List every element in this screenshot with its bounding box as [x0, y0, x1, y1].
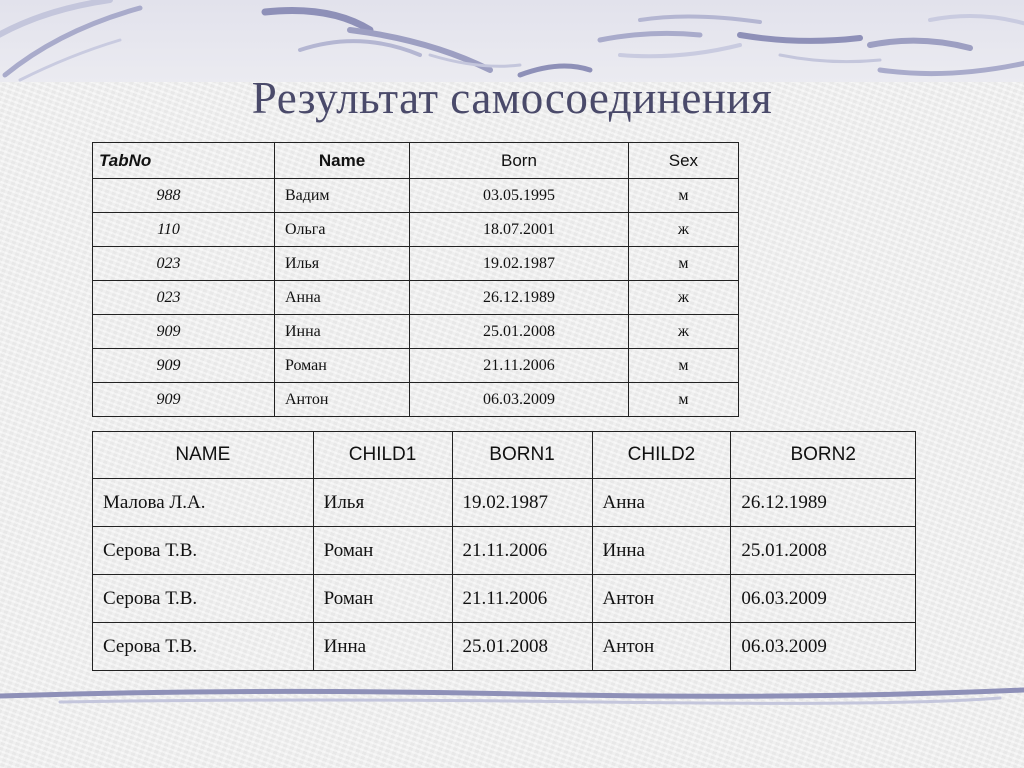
cell-tabno: 110 — [93, 213, 275, 247]
cell-tabno: 023 — [93, 247, 275, 281]
cell-name: Инна — [274, 315, 409, 349]
cell-sex: м — [628, 247, 738, 281]
cell-child2: Анна — [592, 479, 731, 527]
cell-born2: 25.01.2008 — [731, 527, 916, 575]
table-row — [93, 315, 739, 349]
cell-born1: 21.11.2006 — [452, 527, 592, 575]
cell-child1: Роман — [313, 575, 452, 623]
column-header-tabno: TabNo — [93, 143, 275, 179]
cell-born: 06.03.2009 — [410, 383, 629, 417]
cell-child1: Илья — [313, 479, 452, 527]
cell-born2: 06.03.2009 — [731, 623, 916, 671]
cell-tabno: 909 — [93, 349, 275, 383]
self-join-result-table — [92, 431, 916, 671]
cell-born2: 06.03.2009 — [731, 575, 916, 623]
table-row — [93, 383, 739, 417]
table-row — [93, 281, 739, 315]
table-row — [93, 479, 916, 527]
cell-sex: м — [628, 383, 738, 417]
cell-name: Анна — [274, 281, 409, 315]
cell-name: Антон — [274, 383, 409, 417]
cell-born1: 25.01.2008 — [452, 623, 592, 671]
cell-sex: ж — [628, 281, 738, 315]
cell-name: Малова Л.А. — [93, 479, 314, 527]
column-header-sex: Sex — [628, 143, 738, 179]
cell-name: Илья — [274, 247, 409, 281]
table-row — [93, 179, 739, 213]
table-row — [93, 623, 916, 671]
cell-born2: 26.12.1989 — [731, 479, 916, 527]
column-header-child1: CHILD1 — [313, 432, 452, 479]
table-header-row — [93, 143, 739, 179]
cell-born: 03.05.1995 — [410, 179, 629, 213]
cell-born: 25.01.2008 — [410, 315, 629, 349]
cell-sex: м — [628, 179, 738, 213]
slide-title: Результат самосоединения — [251, 73, 773, 123]
employees-table — [92, 142, 739, 417]
table-row — [93, 349, 739, 383]
cell-name: Серова Т.В. — [93, 623, 314, 671]
column-header-name: NAME — [93, 432, 314, 479]
cell-child2: Инна — [592, 527, 731, 575]
column-header-name: Name — [274, 143, 409, 179]
cell-born: 19.02.1987 — [410, 247, 629, 281]
cell-sex: ж — [628, 213, 738, 247]
cell-tabno: 988 — [93, 179, 275, 213]
column-header-born1: BORN1 — [452, 432, 592, 479]
cell-born1: 21.11.2006 — [452, 575, 592, 623]
cell-sex: м — [628, 349, 738, 383]
table-header-row — [93, 432, 916, 479]
cell-born: 26.12.1989 — [410, 281, 629, 315]
cell-sex: ж — [628, 315, 738, 349]
table-row — [93, 247, 739, 281]
cell-tabno: 023 — [93, 281, 275, 315]
cell-child2: Антон — [592, 623, 731, 671]
table-row — [93, 575, 916, 623]
column-header-born2: BORN2 — [731, 432, 916, 479]
decorative-swoosh-bottom — [0, 680, 1024, 710]
cell-child2: Антон — [592, 575, 731, 623]
cell-child1: Роман — [313, 527, 452, 575]
table-row — [93, 213, 739, 247]
cell-born: 21.11.2006 — [410, 349, 629, 383]
cell-tabno: 909 — [93, 315, 275, 349]
column-header-child2: CHILD2 — [592, 432, 731, 479]
cell-name: Серова Т.В. — [93, 575, 314, 623]
cell-born1: 19.02.1987 — [452, 479, 592, 527]
cell-child1: Инна — [313, 623, 452, 671]
cell-name: Ольга — [274, 213, 409, 247]
cell-tabno: 909 — [93, 383, 275, 417]
column-header-born: Born — [410, 143, 629, 179]
table-row — [93, 527, 916, 575]
cell-name: Вадим — [274, 179, 409, 213]
cell-name: Серова Т.В. — [93, 527, 314, 575]
cell-name: Роман — [274, 349, 409, 383]
cell-born: 18.07.2001 — [410, 213, 629, 247]
